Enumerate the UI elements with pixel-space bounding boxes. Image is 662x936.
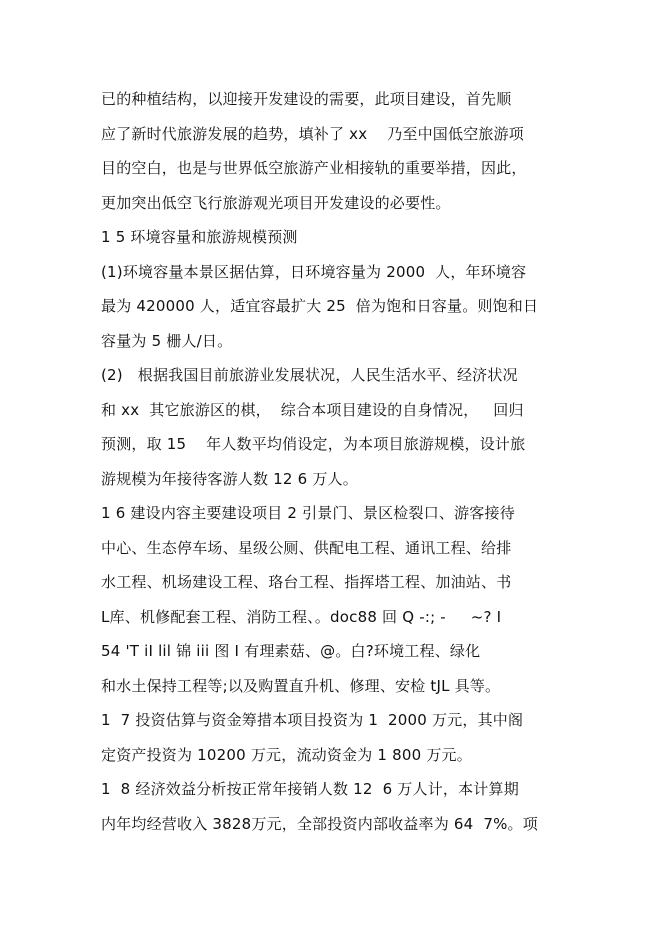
text-line: 水工程、机场建设工程、珞台工程、指挥塔工程、加油站、书 <box>101 573 512 591</box>
text-line: (2) 根据我国目前旅游业发展状况，人民生活水平、经济状况 <box>101 366 518 384</box>
text-line: 1 8 经济效益分析按正常年接销人数 12 6 万人计，本计算期 <box>101 780 519 798</box>
text-line: 已的种植结构，以迎接开发建设的需要，此项目建设，首先顺 <box>101 90 512 108</box>
section-heading: 1 5 环境容量和旅游规模预测 <box>101 228 298 246</box>
text-line: (1)环境容量本景区据估算，日环境容量为 2000 人，年环境容 <box>101 263 527 281</box>
text-line: 游规模为年接待客游人数 12 6 万人。 <box>101 470 358 488</box>
text-line: 最为 420000 人，适宜容最扩大 25 倍为饱和日容量。则饱和日 <box>101 297 539 315</box>
text-line: 目的空白，也是与世界低空旅游产业相接轨的重要举措，因此， <box>101 159 527 177</box>
text-line: 和水土保持工程等;以及购置直升机、修理、安检 tJL 具等。 <box>101 677 501 695</box>
text-line: 应了新时代旅游发展的趋势，填补了 xx 乃至中国低空旅游项 <box>101 125 524 143</box>
text-line: 中心、生态停车场、星级公厕、供配电工程、通讯工程、给排 <box>101 539 512 557</box>
text-line: 预测，取 15 年人数平均俏设定，为本项目旅游规模，设计旅 <box>101 435 526 453</box>
text-line: 定资产投资为 10200 万元，流动资金为 1 800 万元。 <box>101 746 472 764</box>
text-line: 和 xx 其它旅游区的棋， 综合本项目建设的自身情况， 回归 <box>101 401 524 419</box>
text-line: 54 'T iI lil 锦 iii 图 I 有理素菇、@。白?环境工程、绿化 <box>101 642 481 660</box>
text-line: L库、机修配套工程、消防工程、。doc88 回 Q -:; - ~? I <box>101 608 502 626</box>
text-line: 内年均经营收入 3828万元，全部投资内部收益率为 64 7%。项 <box>101 815 538 833</box>
text-line: 容量为 5 栅人/日。 <box>101 332 233 350</box>
text-line: 1 7 投资估算与资金筹措本项目投资为 1 2000 万元，其中阁 <box>101 711 524 729</box>
text-line: 1 6 建设内容主要建设项目 2 引景门、景区检裂口、游客接待 <box>101 504 515 522</box>
text-line: 更加突出低空飞行旅游观光项目开发建设的必要性。 <box>101 194 451 212</box>
